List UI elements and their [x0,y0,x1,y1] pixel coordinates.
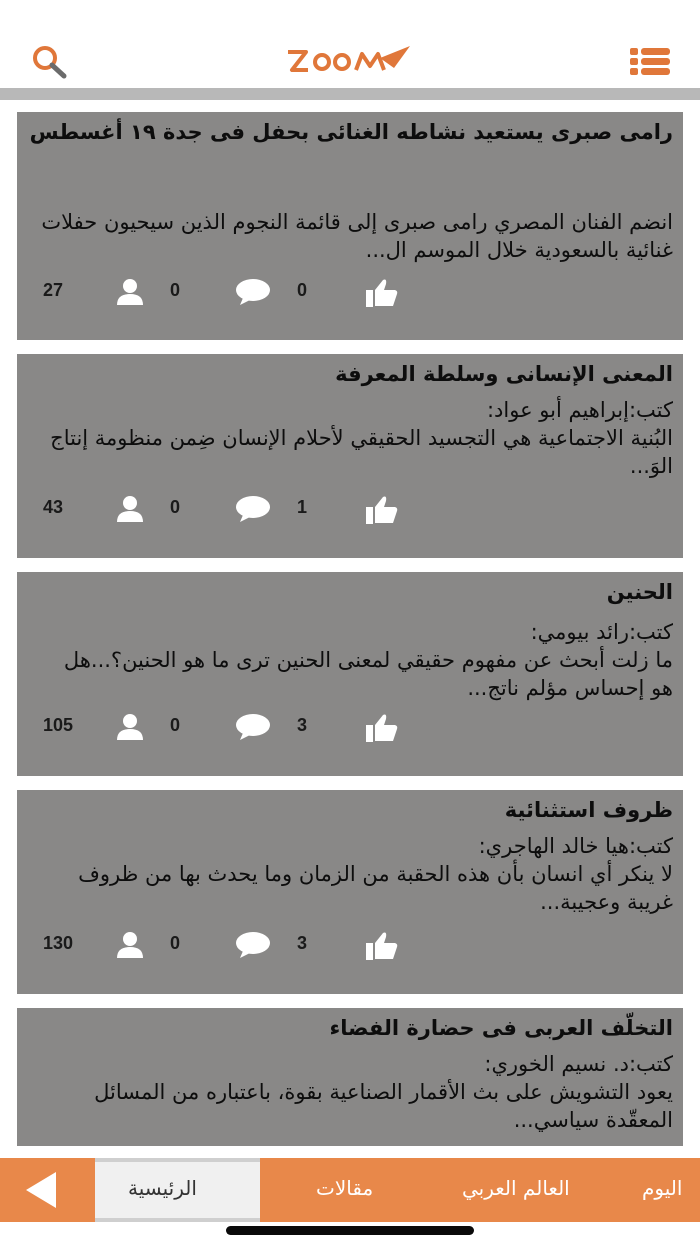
views-count: 105 [43,715,74,735]
views-count: 130 [43,933,74,953]
nav-item-articles[interactable]: مقالات [316,1176,374,1200]
back-arrow-icon[interactable] [22,1172,62,1208]
article-card[interactable] [17,1008,683,1146]
thumbs-up-icon[interactable] [365,278,399,308]
article-excerpt: يعود التشويش على بث الأقمار الصناعية بقوة، باعتباره من المسائل المعقّدة سياسي... [94,1080,673,1132]
users-count: 0 [170,280,181,300]
article-title[interactable]: المعنى الإنسانى وسلطة المعرفة [335,362,673,386]
article-title[interactable]: رامى صبرى يستعيد نشاطه الغنائى بحفل فى جدة ١٩ أغسطس [29,120,673,144]
app-header [0,0,700,88]
views-count: 27 [43,280,64,300]
article-card[interactable] [17,112,683,340]
thumbs-up-icon[interactable] [365,713,399,743]
article-card[interactable] [17,354,683,558]
article-excerpt: لا ينكر أي انسان بأن هذه الحقبة من الزمان وما يحدث بها من ظروف غريبة وعجيبة... [78,862,673,914]
article-stats [17,278,683,308]
article-title[interactable]: التخلّف العربى فى حضارة الفضاء [329,1016,673,1040]
article-stats [17,495,683,525]
article-author: كتب:هيا خالد الهاجري: [478,834,673,858]
article-excerpt: ما زلت أبحث عن مفهوم حقيقي لمعنى الحنين ترى ما هو الحنين؟...هل هو إحساس مؤلم ناتج... [63,648,673,700]
comments-count: 3 [297,715,308,735]
comment-bubble-icon[interactable] [235,931,271,959]
home-indicator[interactable] [226,1226,474,1235]
nav-item-home[interactable]: الرئيسية [128,1176,197,1200]
article-card[interactable] [17,790,683,994]
search-icon[interactable] [30,44,70,80]
comment-bubble-icon[interactable] [235,278,271,306]
article-stats [17,713,683,743]
zoom-logo[interactable] [284,44,414,78]
user-icon [115,713,145,741]
nav-item-today[interactable]: اليوم [642,1176,683,1200]
article-author: كتب:إبراهيم أبو عواد: [486,398,673,422]
user-icon [115,278,145,306]
article-title[interactable]: ظروف استثنائية [504,798,673,822]
users-count: 0 [170,497,181,517]
user-icon [115,495,145,523]
header-divider [0,88,700,100]
article-stats [17,931,683,961]
article-card[interactable] [17,572,683,776]
article-author: كتب:رائد بيومي: [530,620,673,644]
article-title[interactable]: الحنين [606,580,673,604]
thumbs-up-icon[interactable] [365,495,399,525]
article-author: كتب:د. نسيم الخوري: [484,1052,673,1076]
users-count: 0 [170,715,181,735]
comment-bubble-icon[interactable] [235,495,271,523]
bottom-nav [0,1158,700,1222]
article-excerpt: انضم الفنان المصري رامى صبرى إلى قائمة النجوم الذين سيحيون حفلات غنائية بالسعودية خلال الموسم ال... [41,210,673,262]
views-count: 43 [43,497,64,517]
menu-list-icon[interactable] [630,46,670,78]
comments-count: 3 [297,933,308,953]
users-count: 0 [170,933,181,953]
user-icon [115,931,145,959]
comment-bubble-icon[interactable] [235,713,271,741]
article-excerpt: البُنية الاجتماعية هي التجسيد الحقيقي لأحلام الإنسان ضِمن منظومة إنتاج الوَ... [50,426,673,478]
nav-item-arab-world[interactable]: العالم العربي [462,1176,570,1200]
thumbs-up-icon[interactable] [365,931,399,961]
comments-count: 0 [297,280,308,300]
comments-count: 1 [297,497,308,517]
